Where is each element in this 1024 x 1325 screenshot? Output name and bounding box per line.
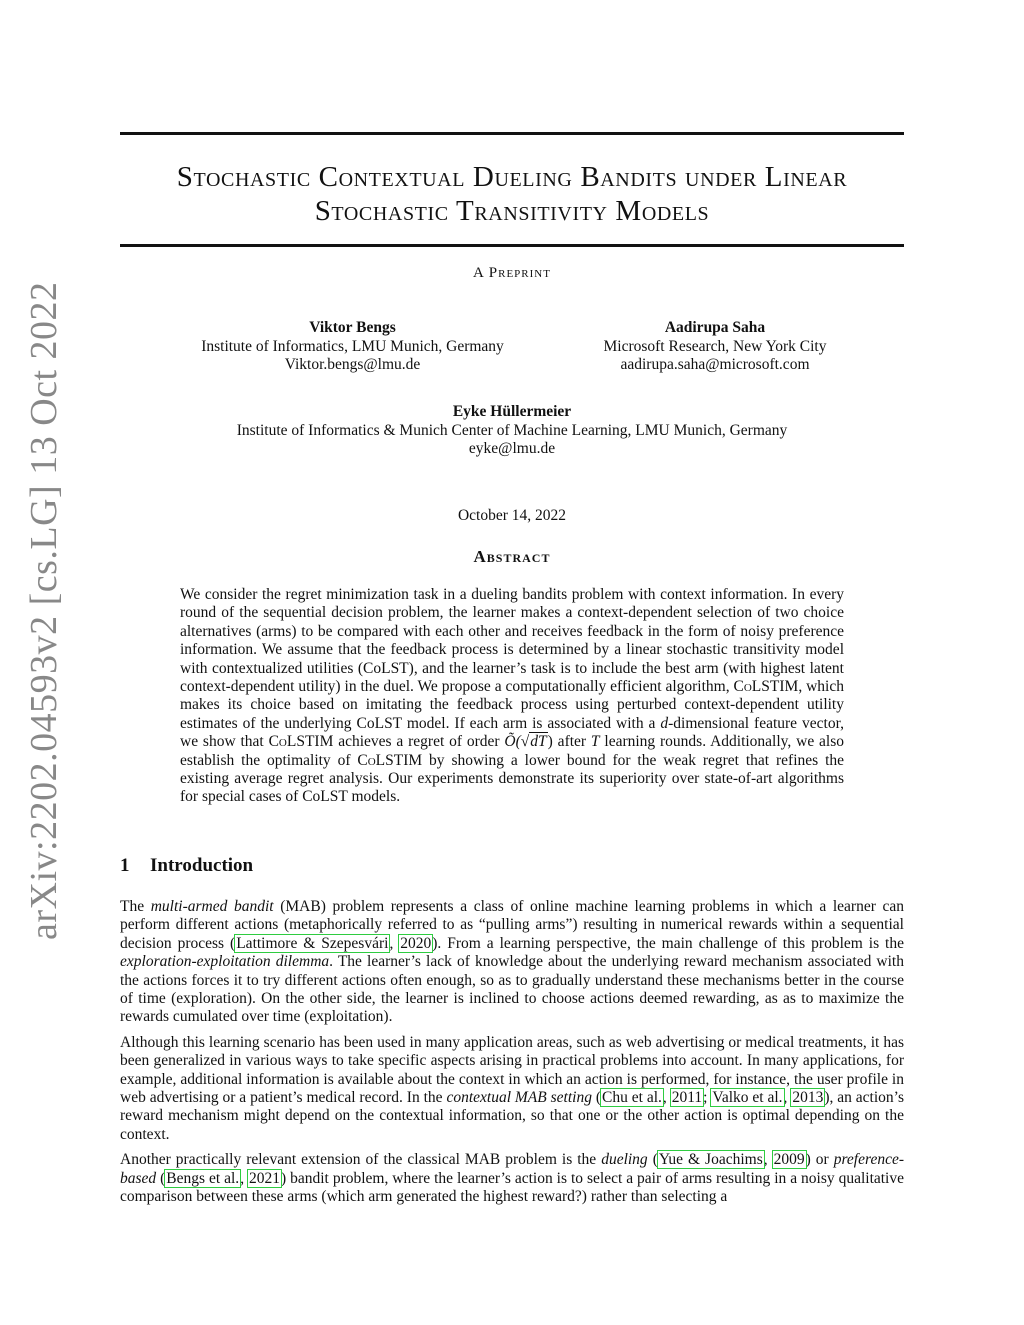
algorithm-name: CoLSTIM <box>268 733 334 751</box>
algorithm-name: CoLSTIM <box>733 678 799 696</box>
author-block-saha <box>570 319 860 375</box>
citation-link[interactable]: 2020 <box>400 934 432 952</box>
preprint-label: A Preprint <box>473 265 551 281</box>
citation-link[interactable]: Bengs et al. <box>166 1169 240 1187</box>
author-email[interactable]: Viktor.bengs@lmu.de <box>284 356 421 373</box>
title-rule-top <box>120 132 904 135</box>
citation-link[interactable]: 2009 <box>773 1151 805 1169</box>
abstract-heading: Abstract <box>473 547 551 566</box>
paper-title <box>120 160 904 228</box>
section-heading-introduction <box>120 855 253 877</box>
arxiv-identifier: arXiv:2202.04593v2 [cs.LG] 13 Oct 2022 <box>23 281 65 940</box>
author-name: Viktor Bengs <box>309 319 396 336</box>
abstract-text: We consider the regret minimization task in a dueling bandits problem with context information. In every round of the sequential decision problem, the learner makes a context-dependent selection of two choice alternatives (arms) to be compared with each other and receives feedback in the form of noisy preference information. We assume that the feedback process is determined by a linear stochastic transitivity model with contextualized utilities (CoLST), and the learner’s task is to include the best arm (with highest latent context-dependent utility) in the duel. We propose a computationally efficient algorithm, CoLSTIM, which makes its choice based on imitating the feedback process using perturbed context-dependent utility estimates of the underlying CoLST model. If each arm is associated with a d-dimensional feature vector, we show that CoLSTIM achieves a regret of order Õ(√dT) after T learning rounds. Additionally, we also establish the optimality of CoLSTIM by showing a lower bound for the weak regret that refines the existing average regret analysis. Our experiments demonstrate its superiority over state-of-art algorithms for special cases of CoLST models. <box>180 586 845 806</box>
author-name: Aadirupa Saha <box>664 319 766 336</box>
section-number: 1 <box>120 855 130 876</box>
math-T: T <box>590 733 600 751</box>
citation-link[interactable]: Lattimore & Szepesvári <box>236 934 389 952</box>
citation-link[interactable]: Chu et al. <box>602 1089 662 1107</box>
author-block-bengs <box>180 319 525 375</box>
citation-link[interactable]: Valko et al. <box>712 1089 783 1107</box>
author-block-huellermeier <box>120 403 904 459</box>
author-email[interactable]: aadirupa.saha@microsoft.com <box>620 356 810 373</box>
section-title: Introduction <box>150 855 254 876</box>
citation-link[interactable]: 2021 <box>249 1169 281 1187</box>
author-affiliation: Institute of Informatics, LMU Munich, Germany <box>201 337 504 355</box>
author-email[interactable]: eyke@lmu.de <box>468 440 556 457</box>
math-d: d <box>660 714 669 732</box>
math-sqrt-dT: dT <box>530 733 547 751</box>
title-line-2: Stochastic Transitivity Models <box>314 195 710 227</box>
math-o-tilde: Õ( <box>504 733 521 751</box>
title-line-1: Stochastic Contextual Dueling Bandits under Linear <box>176 161 848 193</box>
citation-link[interactable]: 2013 <box>792 1089 824 1107</box>
algorithm-name: CoLSTIM <box>357 751 423 769</box>
publication-date: October 14, 2022 <box>457 507 567 524</box>
author-affiliation: Microsoft Research, New York City <box>603 337 827 355</box>
intro-paragraph-3: Another practically relevant extension of the classical MAB problem is the dueling (Yue & Joachims, 2009) or preference-based (Bengs et al., 2021) bandit problem, where the learner’s action is to select a pair of arms resulting in a noisy qualitative comparison between these arms (which arm generated the highest reward?) rather than selecting a <box>120 1151 904 1206</box>
citation-link[interactable]: 2011 <box>671 1089 703 1107</box>
intro-paragraph-2: Although this learning scenario has been used in many application areas, such as web advertising or medical treatments, it has been generalized in various ways to take specific aspects arising in practical problems into account. In many applications, for example, additional information is available about the context in which an action is performed, for instance, the user profile in web advertising or a patient’s medical record. In the contextual MAB setting (Chu et al., 2011; Valko et al., 2013), an action’s reward mechanism might depend on the contextual information, so that one or the other action is optimal depending on the context. <box>120 1033 904 1143</box>
title-rule-bottom <box>120 244 904 247</box>
author-affiliation: Institute of Informatics & Munich Center of Machine Learning, LMU Munich, Germany <box>236 421 788 439</box>
intro-paragraph-1: The multi-armed bandit (MAB) problem represents a class of online machine learning problems in which a learner can perform different actions (metaphorically referred to as “pulling arms”) resulting in numerical rewards within a sequential decision process (Lattimore & Szepesvári, 2020). From a learning perspective, the main challenge of this problem is the exploration-exploitation dilemma. The learner’s lack of knowledge about the underlying reward mechanism associated with the actions forces it to try different actions often enough, so as to gradually understand these mechanisms better in the course of time (exploration). On the other side, the learner is inclined to choose actions deemed rewarding, as as to maximize the rewards cumulated over time (exploitation). <box>120 898 904 1026</box>
introduction-body <box>120 898 904 1214</box>
citation-link[interactable]: Yue & Joachims <box>658 1151 763 1169</box>
author-name: Eyke Hüllermeier <box>452 403 572 420</box>
